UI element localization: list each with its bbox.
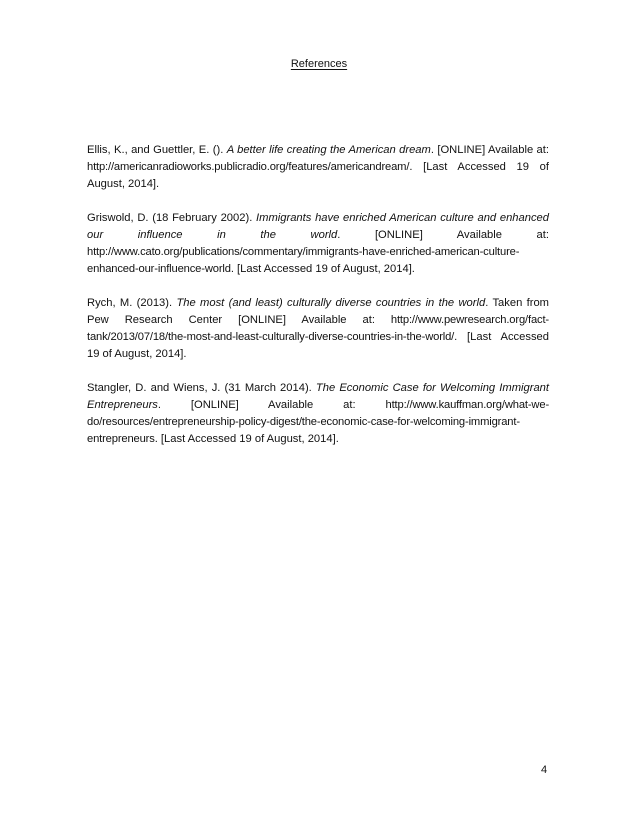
reference-accessed: . [Last Accessed 19 of August, 2014]. (154, 433, 339, 445)
page-title: References (290, 58, 348, 70)
reference-url[interactable]: http://americanradioworks.publicradio.org/features/americandream/ (87, 161, 410, 173)
reference-authors: Stangler, D. and Wiens, J. (31 March 2014). (87, 382, 312, 394)
reference-url[interactable]: http://www.cato.org/publications/commentary/immigrants-have-enriched-american-culture-enhanced-our-influence-world (87, 246, 520, 275)
reference-entry-griswold (87, 210, 549, 278)
reference-entry-ellis (87, 142, 549, 193)
reference-authors: Ellis, K., and Guettler, E. (). (87, 144, 224, 156)
reference-accessed: . [Last Accessed 19 of August, 2014]. (230, 263, 415, 275)
reference-url[interactable]: http://www.kauffman.org/what-we-do/resources/entrepreneurship-policy-digest/the-economic-case-for-welcoming-immigrant-entrepreneurs (87, 399, 550, 445)
reference-authors: Rych, M. (2013). (87, 297, 173, 309)
reference-title: The Economic Case for Welcoming Immigrant Entrepreneurs (87, 382, 549, 411)
reference-accessed: . [Last Accessed 19 of August, 2014]. (87, 331, 549, 360)
reference-availability: . Taken from Pew Research Center [ONLINE] Available at: (87, 297, 549, 326)
reference-authors: Griswold, D. (18 February 2002). (87, 212, 253, 224)
reference-title: Immigrants have enriched American culture and enhanced our influence in the world (87, 212, 550, 241)
reference-availability: . [ONLINE] Available at: (430, 144, 549, 156)
reference-entry-stangler (87, 380, 549, 448)
reference-availability: . [ONLINE] Available at: (157, 399, 356, 411)
reference-url[interactable]: http://www.pewresearch.org/fact-tank/2013/07/18/the-most-and-least-culturally-diverse-countries-in-the-world/ (87, 314, 549, 343)
reference-accessed: . [Last Accessed 19 of August, 2014]. (87, 161, 549, 190)
reference-title: A better life creating the American dream (226, 144, 431, 156)
reference-title: The most (and least) culturally diverse countries in the world (176, 297, 486, 309)
reference-availability: . [ONLINE] Available at: (337, 229, 549, 241)
reference-list (87, 142, 549, 465)
page-number: 4 (541, 764, 548, 776)
reference-entry-rych (87, 295, 549, 363)
